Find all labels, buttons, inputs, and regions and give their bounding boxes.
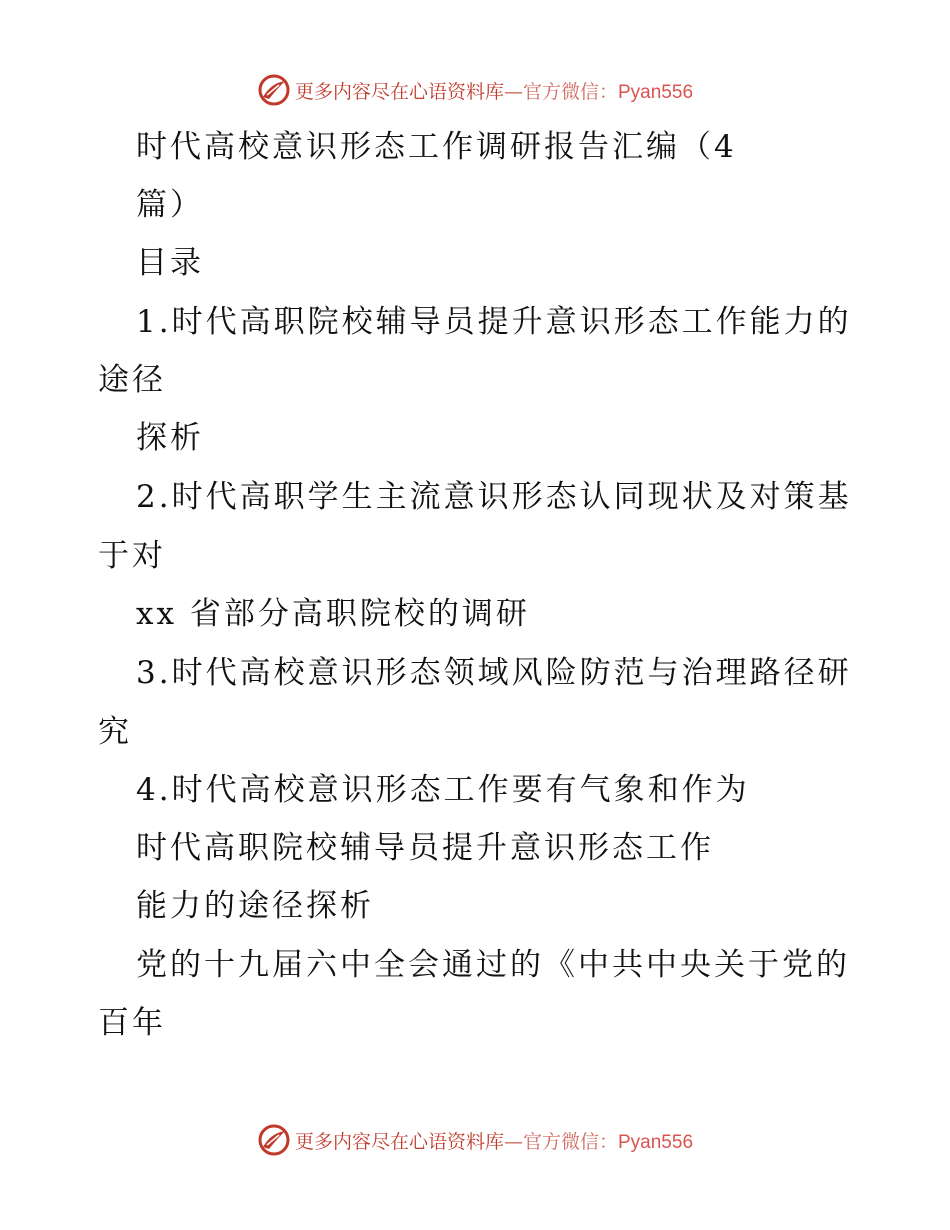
toc-item-1-line-2: 途径	[98, 362, 166, 398]
header-wechat-label: 官方微信：	[522, 80, 618, 103]
header-wechat-id: Pyan556	[618, 81, 694, 103]
doc-title-line-1: 时代高校意识形态工作调研报告汇编（4	[136, 129, 737, 165]
paragraph-line-1: 党的十九届六中全会通过的《中共中央关于党的	[136, 947, 850, 983]
toc-item-2-line-2: 于对	[98, 538, 166, 574]
footer-wechat-label: 官方微信：	[522, 1130, 618, 1153]
header-banner	[0, 70, 950, 110]
footer-wechat-id: Pyan556	[618, 1131, 694, 1153]
toc-item-1-line-3: 探析	[136, 420, 204, 456]
footer-slogan: 更多内容尽在心语资料库	[294, 1130, 504, 1153]
toc-item-1-line-1: 1.时代高职院校辅导员提升意识形态工作能力的	[136, 304, 852, 340]
header-slogan: 更多内容尽在心语资料库	[294, 80, 504, 103]
pen-logo-icon	[257, 1123, 291, 1157]
footer-banner-text	[295, 1127, 693, 1154]
toc-item-3-line-1: 3.时代高校意识形态领域风险防范与治理路径研	[136, 655, 852, 691]
toc-item-3-line-2: 究	[98, 714, 132, 750]
doc-title-line-2: 篇）	[136, 187, 204, 223]
footer-banner	[0, 1120, 950, 1160]
header-dash: —	[503, 80, 523, 103]
paragraph-line-2: 百年	[98, 1005, 166, 1041]
header-banner-text	[295, 77, 693, 104]
section-title-line-1: 时代高职院校辅导员提升意识形态工作	[136, 830, 714, 866]
toc-item-4: 4.时代高校意识形态工作要有气象和作为	[136, 772, 750, 808]
section-title-line-2: 能力的途径探析	[136, 888, 374, 924]
pen-logo-icon	[257, 73, 291, 107]
footer-dash: —	[503, 1130, 523, 1153]
toc-heading: 目录	[136, 245, 204, 281]
toc-item-2-line-1: 2.时代高职学生主流意识形态认同现状及对策基	[136, 479, 852, 515]
toc-item-2-line-3: xx 省部分高职院校的调研	[136, 596, 530, 632]
